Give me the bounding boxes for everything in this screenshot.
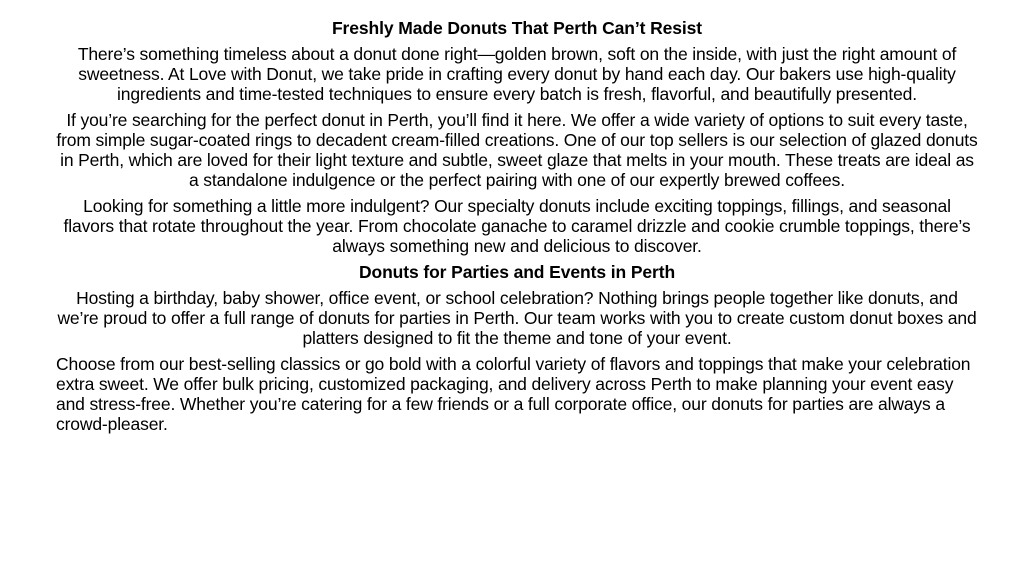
section-heading-parties: Donuts for Parties and Events in Perth <box>358 262 676 282</box>
paragraph-bulk-pricing: Choose from our best-selling classics or go bold with a colorful variety of flavors and toppings that make your celebration extra sweet. We offer bulk pricing, customized packaging, and delivery across Perth to make planning your event easy and stress-free. Whether you’re catering for a few friends or a full corporate office, our donuts for parties are always a crowd-pleaser. <box>56 354 971 434</box>
paragraph-glazed-donuts: If you’re searching for the perfect donut in Perth, you’ll find it here. We offer a wide variety of options to suit every taste, from simple sugar-coated rings to decadent cream-filled creations. One of our top sellers is our selection of glazed donuts in Perth, which are loved for their light texture and subtle, sweet glaze that melts in your mouth. These treats are ideal as a standalone indulgence or the perfect pairing with one of our expertly brewed coffees. <box>56 110 978 190</box>
paragraph-intro: There’s something timeless about a donut done right—golden brown, soft on the inside, with just the right amount of sweetness. At Love with Donut, we take pride in crafting every donut by hand each day. Our bakers use high-quality ingredients and time-tested techniques to ensure every batch is fresh, flavorful, and beautifully presented. <box>77 44 957 104</box>
paragraph-parties: Hosting a birthday, baby shower, office event, or school celebration? Nothing brings people together like donuts, and we’re proud to offer a full range of donuts for parties in Perth. Our team works with you to create custom donut boxes and platters designed to fit the theme and tone of your event. <box>57 288 977 348</box>
section-heading-fresh-donuts: Freshly Made Donuts That Perth Can’t Resist <box>331 18 703 38</box>
paragraph-specialty-donuts: Looking for something a little more indulgent? Our specialty donuts include exciting toppings, fillings, and seasonal flavors that rotate throughout the year. From chocolate ganache to caramel drizzle and cookie crumble toppings, there’s always something new and delicious to discover. <box>63 196 971 256</box>
slide-content <box>56 18 978 440</box>
